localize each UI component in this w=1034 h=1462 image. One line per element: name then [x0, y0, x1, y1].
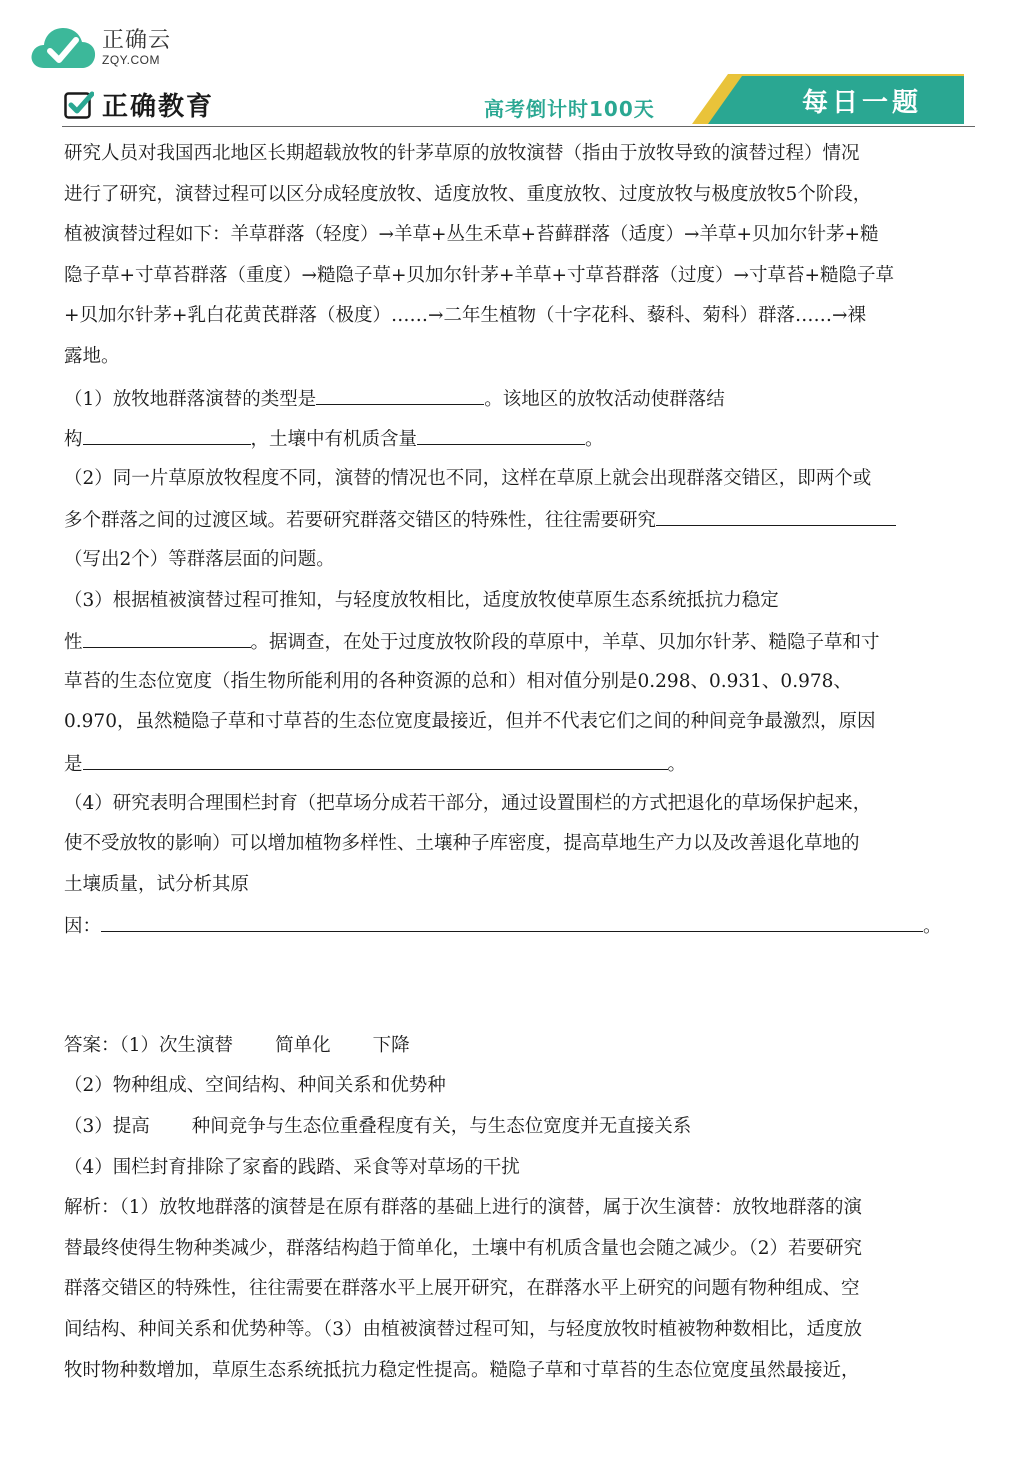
answer-blank[interactable]	[417, 418, 585, 445]
answer-line-2: （2）物种组成、空间结构、种间关系和优势种	[64, 1075, 446, 1097]
question-1	[64, 378, 974, 419]
question-body	[64, 134, 974, 1391]
analysis-line: 解析：（1）放牧地群落的演替是在原有群落的基础上进行的演替，属于次生演替：放牧地群落的演	[64, 1197, 863, 1219]
intro-line: 研究人员对我国西北地区长期超载放牧的针茅草原的放牧演替（指由于放牧导致的演替过程）情况	[64, 143, 860, 164]
answer-text: 简单化	[275, 1034, 331, 1056]
analysis-line: 替最终使得生物种类减少，群落结构趋于简单化，土壤中有机质含量也会随之减少。（2）若要研究	[64, 1237, 863, 1259]
cloud-check-icon	[30, 24, 96, 72]
question-4: （4）研究表明合理围栏封育（把草场分成若干部分，通过设置围栏的方式把退化的草场保护起来，	[64, 792, 872, 814]
question-4-cont	[64, 905, 974, 946]
zqy-logo[interactable]	[30, 22, 171, 74]
q4-text: 。	[923, 916, 942, 938]
answer-blank[interactable]	[83, 418, 251, 445]
q1-text: ，土壤中有机质含量	[250, 429, 418, 451]
question-4-cont: 使不受放牧的影响）可以增加植物多样性、土壤种子库密度，提高草地生产力以及改善退化草地的	[64, 833, 860, 855]
daily-question-banner	[692, 74, 964, 124]
q3-text: 是	[64, 753, 83, 775]
q1-text: 构	[64, 429, 83, 451]
logo-name: 正确云	[102, 28, 172, 53]
answer-number: （1）	[119, 1034, 160, 1056]
answer-line-1	[64, 1026, 974, 1067]
q1-text: （1）放牧地群落演替的类型是	[64, 388, 317, 410]
question-3-cont	[64, 743, 974, 784]
answer-number: （3）	[64, 1116, 113, 1138]
brand-title: 正确教育	[102, 92, 215, 122]
q4-text: 因：	[64, 916, 102, 938]
q2-text: 多个群落之间的过渡区域。若要研究群落交错区的特殊性，往往需要研究	[64, 510, 657, 532]
intro-line: 植被演替过程如下：羊草群落（轻度）→羊草+丛生禾草+苔藓群落（适度）→羊草+贝加尔针茅+糙	[64, 224, 879, 246]
answer-blank[interactable]	[101, 905, 923, 932]
answer-text: 提高	[112, 1116, 150, 1138]
intro-line: 进行了研究，演替过程可以区分成轻度放牧、适度放牧、重度放牧、过度放牧与极度放牧5个阶段，	[64, 183, 872, 205]
answer-blank[interactable]	[83, 743, 668, 770]
answer-text: 次生演替	[159, 1034, 234, 1056]
question-2-cont: （写出2个）等群落层面的问题。	[64, 548, 335, 570]
answer-line-4: （4）围栏封育排除了家畜的践踏、采食等对草场的干扰	[64, 1156, 520, 1178]
checkbox-logo-icon	[64, 90, 94, 120]
answer-label: 答案：	[64, 1034, 120, 1056]
analysis-line: 间结构、种间关系和优势种等。（3）由植被演替过程可知，与轻度放牧时植被物种数相比，适度放	[64, 1319, 863, 1341]
banner-title: 每日一题	[801, 88, 922, 118]
intro-line: +贝加尔针茅+乳白花黄芪群落（极度）……→二年生植物（十字花科、藜科、菊科）群落……→裸	[64, 305, 867, 327]
question-2-cont	[64, 499, 974, 540]
question-3: （3）根据植被演替过程可推知，与轻度放牧相比，适度放牧使草原生态系统抵抗力稳定	[64, 589, 779, 611]
answer-blank[interactable]	[83, 621, 251, 648]
question-3-cont: 0.970，虽然糙隐子草和寸草苔的生态位宽度最接近，但并不代表它们之间的种间竞争最激烈，原因	[64, 711, 876, 733]
q1-text: 。该地区的放牧活动使群落结	[484, 388, 725, 410]
q3-text: 。	[667, 753, 687, 775]
answer-blank[interactable]	[656, 499, 896, 526]
logo-domain: ZQY.COM	[102, 53, 160, 67]
analysis-line: 牧时物种数增加，草原生态系统抵抗力稳定性提高。糙隐子草和寸草苔的生态位宽度虽然最接近，	[64, 1359, 860, 1381]
question-3-cont	[64, 621, 974, 662]
q1-text: 。	[585, 429, 604, 451]
answer-line-3	[64, 1107, 974, 1148]
brand-header	[64, 86, 214, 123]
countdown-label: 高考倒计时100天	[484, 97, 655, 121]
analysis-line: 群落交错区的特殊性，往往需要在群落水平上展开研究，在群落水平上研究的问题有物种组成、空	[64, 1278, 860, 1300]
q3-text: 性	[64, 632, 83, 654]
answer-text: 种间竞争与生态位重叠程度有关，与生态位宽度并无直接关系	[191, 1116, 692, 1138]
intro-line: 隐子草+寸草苔群落（重度）→糙隐子草+贝加尔针茅+羊草+寸草苔群落（过度）→寸草苔+糙隐子草	[64, 264, 895, 286]
question-4-cont: 土壤质量，试分析其原	[64, 873, 250, 895]
question-3-cont: 草苔的生态位宽度（指生物所能利用的各种资源的总和）相对值分别是0.298、0.931、0.978、	[64, 670, 852, 692]
answer-text: 下降	[372, 1034, 410, 1056]
question-2: （2）同一片草原放牧程度不同，演替的情况也不同，这样在草原上就会出现群落交错区，即两个或	[64, 467, 872, 489]
answer-blank[interactable]	[316, 378, 484, 405]
question-1-cont	[64, 418, 974, 459]
header-divider	[62, 126, 975, 127]
q3-text: 。据调查，在处于过度放牧阶段的草原中，羊草、贝加尔针茅、糙隐子草和寸	[250, 632, 880, 654]
intro-line: 露地。	[64, 345, 120, 367]
